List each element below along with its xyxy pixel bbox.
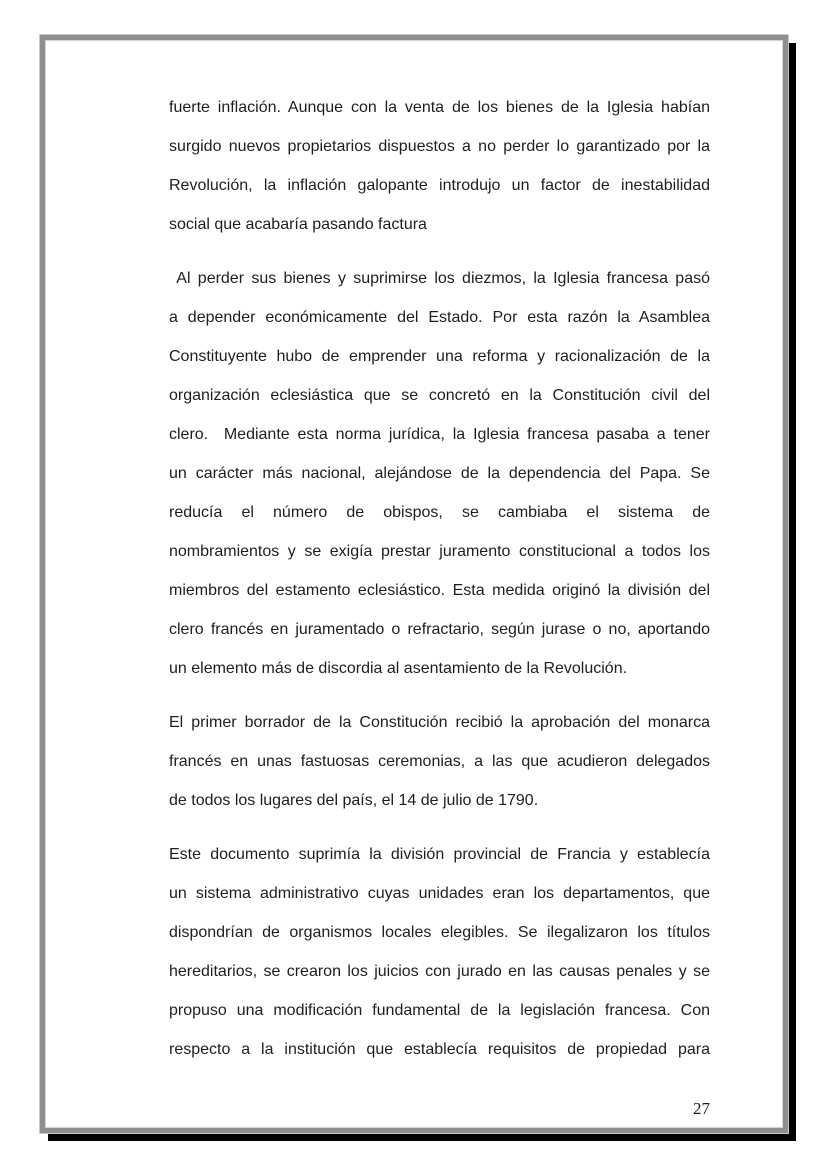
text-line: clero francés en juramentado o refractario, según jurase o no, aportando bbox=[169, 621, 710, 638]
paragraph bbox=[169, 88, 710, 244]
paragraph bbox=[169, 703, 710, 820]
paragraph bbox=[169, 835, 710, 1069]
text-line: propuso una modificación fundamental de la legislación francesa. Con bbox=[169, 1002, 710, 1019]
text-line: Constituyente hubo de emprender una reforma y racionalización de la bbox=[169, 348, 710, 365]
text-line: respecto a la institución que establecía requisitos de propiedad para bbox=[169, 1041, 710, 1058]
text-line: un sistema administrativo cuyas unidades eran los departamentos, que bbox=[169, 885, 710, 902]
page-number: 27 bbox=[693, 1099, 710, 1118]
text-line: El primer borrador de la Constitución recibió la aprobación del monarca bbox=[169, 714, 710, 731]
page-border-frame bbox=[40, 35, 788, 1133]
text-line: reducía el número de obispos, se cambiaba el sistema de bbox=[169, 504, 710, 521]
text-line: francés en unas fastuosas ceremonias, a las que acudieron delegados bbox=[169, 753, 710, 770]
text-line: a depender económicamente del Estado. Por esta razón la Asamblea bbox=[169, 309, 710, 326]
page-content bbox=[45, 40, 783, 1128]
text-line: un elemento más de discordia al asentamiento de la Revolución. bbox=[169, 660, 628, 677]
paragraph bbox=[169, 259, 710, 688]
text-line: organización eclesiástica que se concretó en la Constitución civil del bbox=[169, 387, 710, 404]
text-line: Al perder sus bienes y suprimirse los diezmos, la Iglesia francesa pasó bbox=[169, 270, 710, 287]
text-line: Revolución, la inflación galopante introdujo un factor de inestabilidad bbox=[169, 177, 710, 194]
text-block bbox=[169, 88, 710, 1084]
text-line: clero. Mediante esta norma jurídica, la Iglesia francesa pasaba a tener bbox=[169, 426, 710, 443]
text-line: dispondrían de organismos locales elegibles. Se ilegalizaron los títulos bbox=[169, 924, 710, 941]
text-line: miembros del estamento eclesiástico. Esta medida originó la división del bbox=[169, 582, 710, 599]
text-line: un carácter más nacional, alejándose de la dependencia del Papa. Se bbox=[169, 465, 710, 482]
text-line: surgido nuevos propietarios dispuestos a no perder lo garantizado por la bbox=[169, 138, 710, 155]
text-line: social que acabaría pasando factura bbox=[169, 216, 427, 233]
text-line: de todos los lugares del país, el 14 de julio de 1790. bbox=[169, 792, 539, 809]
text-line: Este documento suprimía la división provincial de Francia y establecía bbox=[169, 846, 710, 863]
text-line: nombramientos y se exigía prestar juramento constitucional a todos los bbox=[169, 543, 710, 560]
text-line: hereditarios, se crearon los juicios con jurado en las causas penales y se bbox=[169, 963, 710, 980]
text-line: fuerte inflación. Aunque con la venta de los bienes de la Iglesia habían bbox=[169, 99, 710, 116]
